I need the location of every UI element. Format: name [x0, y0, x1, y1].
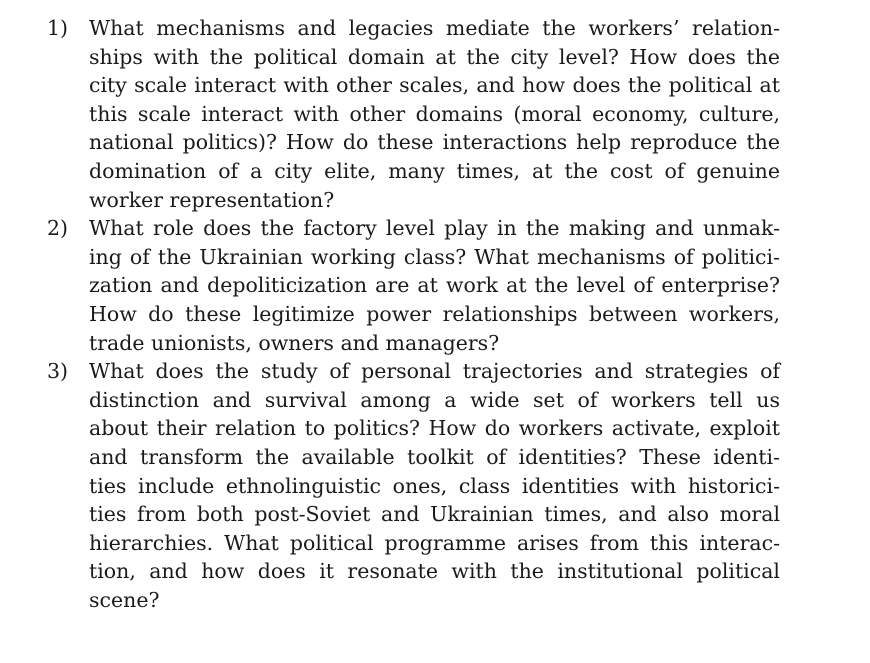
text-line: this scale interact with other domains (moral economy, culture, — [89, 101, 780, 126]
text-line: What role does the factory level play in the making and unmak- — [89, 216, 780, 241]
text-line: How do these legitimize power relationships between workers, — [89, 301, 780, 326]
question-number: 2) — [47, 216, 69, 241]
text-line: What mechanisms and legacies mediate the workers’ relation- — [89, 16, 780, 40]
text-line: zation and depoliticization are at work at the level of enterprise? — [89, 273, 780, 298]
text-line: trade unionists, owners and managers? — [89, 330, 500, 355]
text-line: national politics)? How do these interactions help reproduce the — [89, 130, 780, 155]
text-line: distinction and survival among a wide set of workers tell us — [89, 387, 780, 412]
question-number: 1) — [47, 16, 69, 40]
text-line: worker representation? — [89, 187, 335, 212]
text-line: and transform the available toolkit of identities? These identi- — [89, 444, 780, 469]
question-item-2 — [40, 214, 780, 357]
text-line: tion, and how does it resonate with the institutional political — [89, 559, 780, 584]
question-list — [40, 14, 780, 614]
text-line: ties from both post-Soviet and Ukrainian times, and also moral — [89, 502, 780, 527]
text-line: about their relation to politics? How do workers activate, exploit — [89, 416, 780, 441]
text-line: What does the study of personal trajectories and strategies of — [89, 359, 780, 384]
text-line: ships with the political domain at the city level? How does the — [89, 44, 780, 69]
text-line: city scale interact with other scales, and how does the political at — [89, 73, 780, 98]
question-item-3 — [40, 357, 780, 614]
question-number: 3) — [47, 359, 69, 384]
question-item-1 — [40, 14, 780, 214]
text-line: domination of a city elite, many times, at the cost of genuine — [89, 158, 780, 183]
text-line: ing of the Ukrainian working class? What mechanisms of politici- — [89, 244, 780, 269]
text-line: ties include ethnolinguistic ones, class identities with historici- — [89, 473, 780, 498]
text-line: scene? — [89, 587, 160, 612]
text-line: hierarchies. What political programme arises from this interac- — [89, 530, 780, 555]
document-page — [40, 14, 780, 614]
